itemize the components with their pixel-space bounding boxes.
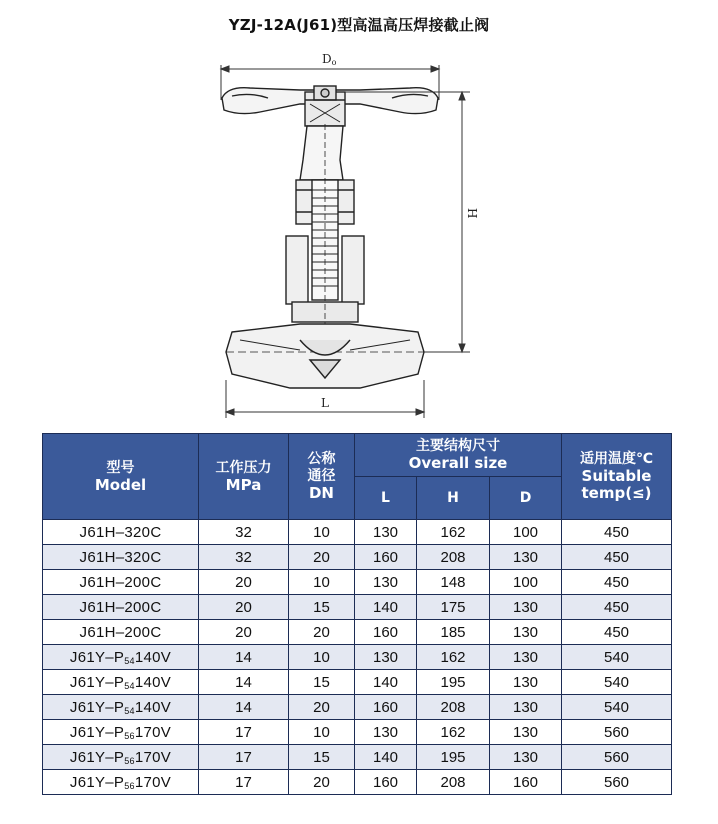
header-overall-size: 主要结构尺寸 Overall size [355,434,562,477]
cell-d: 130 [490,670,562,695]
cell-dn: 20 [289,695,355,720]
cell-model: J61H–200C [43,595,199,620]
header-d: D [490,477,562,520]
cell-temperature: 560 [562,720,672,745]
cell-model: J61H–320C [43,520,199,545]
cell-h: 162 [417,645,490,670]
cell-model: $J61Y-P_{56}170V$ [43,770,199,795]
cell-model: $J61Y-P_{54}140V$ [43,645,199,670]
cell-pressure: 17 [199,720,289,745]
cell-temperature: 450 [562,620,672,645]
cell-temperature: 560 [562,745,672,770]
cell-d: 130 [490,645,562,670]
cell-d: 130 [490,620,562,645]
cell-temperature: 450 [562,545,672,570]
table-row [43,620,672,645]
cell-temperature: 540 [562,695,672,720]
cell-l: 160 [355,770,417,795]
cell-l: 130 [355,520,417,545]
cell-d: 130 [490,745,562,770]
cell-dn: 10 [289,720,355,745]
cell-l: 140 [355,745,417,770]
table-row [43,545,672,570]
page-title: YZJ-12A(J61)型高温高压焊接截止阀 [228,16,490,34]
table-row [43,570,672,595]
cell-l: 140 [355,595,417,620]
cell-pressure: 20 [199,570,289,595]
label-l: L [321,396,329,410]
cell-d: 130 [490,545,562,570]
cell-h: 162 [417,520,490,545]
cell-h: 208 [417,770,490,795]
cell-model: $J61Y-P_{56}170V$ [43,745,199,770]
cell-dn: 10 [289,520,355,545]
cell-pressure: 14 [199,670,289,695]
cell-model: $J61Y-P_{54}140V$ [43,695,199,720]
table-row [43,720,672,745]
header-temperature: 适用温度℃ Suitable temp(≤) [562,434,672,520]
cell-h: 148 [417,570,490,595]
cell-dn: 20 [289,545,355,570]
cell-dn: 10 [289,645,355,670]
spec-table [42,433,672,795]
table-row [43,695,672,720]
cell-d: 130 [490,720,562,745]
cell-l: 160 [355,620,417,645]
cell-l: 130 [355,570,417,595]
cell-pressure: 17 [199,745,289,770]
cell-dn: 10 [289,570,355,595]
cell-h: 208 [417,695,490,720]
label-h: H [465,208,479,219]
cell-h: 208 [417,545,490,570]
cell-temperature: 560 [562,770,672,795]
table-row [43,520,672,545]
cell-d: 130 [490,695,562,720]
cell-dn: 15 [289,745,355,770]
cell-l: 140 [355,670,417,695]
cell-model: J61H–320C [43,545,199,570]
table-row [43,645,672,670]
cell-h: 195 [417,670,490,695]
valve-drawing [0,40,718,425]
cell-d: 160 [490,770,562,795]
header-h: H [417,477,490,520]
cell-model: J61H–200C [43,570,199,595]
cell-dn: 20 [289,770,355,795]
cell-l: 160 [355,545,417,570]
dimension-h [345,92,470,352]
cell-temperature: 540 [562,645,672,670]
cell-temperature: 450 [562,520,672,545]
cell-model: $J61Y-P_{56}170V$ [43,720,199,745]
cell-l: 130 [355,720,417,745]
valve-lower-body [226,324,424,388]
cell-temperature: 540 [562,670,672,695]
cell-pressure: 14 [199,695,289,720]
cell-l: 130 [355,645,417,670]
header-model: 型号 Model [43,434,199,520]
table-row [43,595,672,620]
header-pressure: 工作压力 MPa [199,434,289,520]
spec-table-body [43,520,672,795]
cell-d: 130 [490,595,562,620]
cell-pressure: 14 [199,645,289,670]
cell-pressure: 32 [199,545,289,570]
cell-l: 160 [355,695,417,720]
cell-d: 100 [490,520,562,545]
label-do: Do [322,52,337,67]
cell-model: J61H–200C [43,620,199,645]
cell-model: $J61Y-P_{54}140V$ [43,670,199,695]
cell-dn: 20 [289,620,355,645]
table-row [43,745,672,770]
cell-dn: 15 [289,670,355,695]
table-row [43,670,672,695]
cell-pressure: 20 [199,620,289,645]
cell-pressure: 20 [199,595,289,620]
header-l: L [355,477,417,520]
cell-h: 162 [417,720,490,745]
cell-h: 195 [417,745,490,770]
cell-h: 185 [417,620,490,645]
table-row [43,770,672,795]
cell-temperature: 450 [562,570,672,595]
cell-dn: 15 [289,595,355,620]
cell-pressure: 32 [199,520,289,545]
cell-pressure: 17 [199,770,289,795]
cell-d: 100 [490,570,562,595]
cell-h: 175 [417,595,490,620]
header-dn: 公称 通径 DN [289,434,355,520]
cell-temperature: 450 [562,595,672,620]
